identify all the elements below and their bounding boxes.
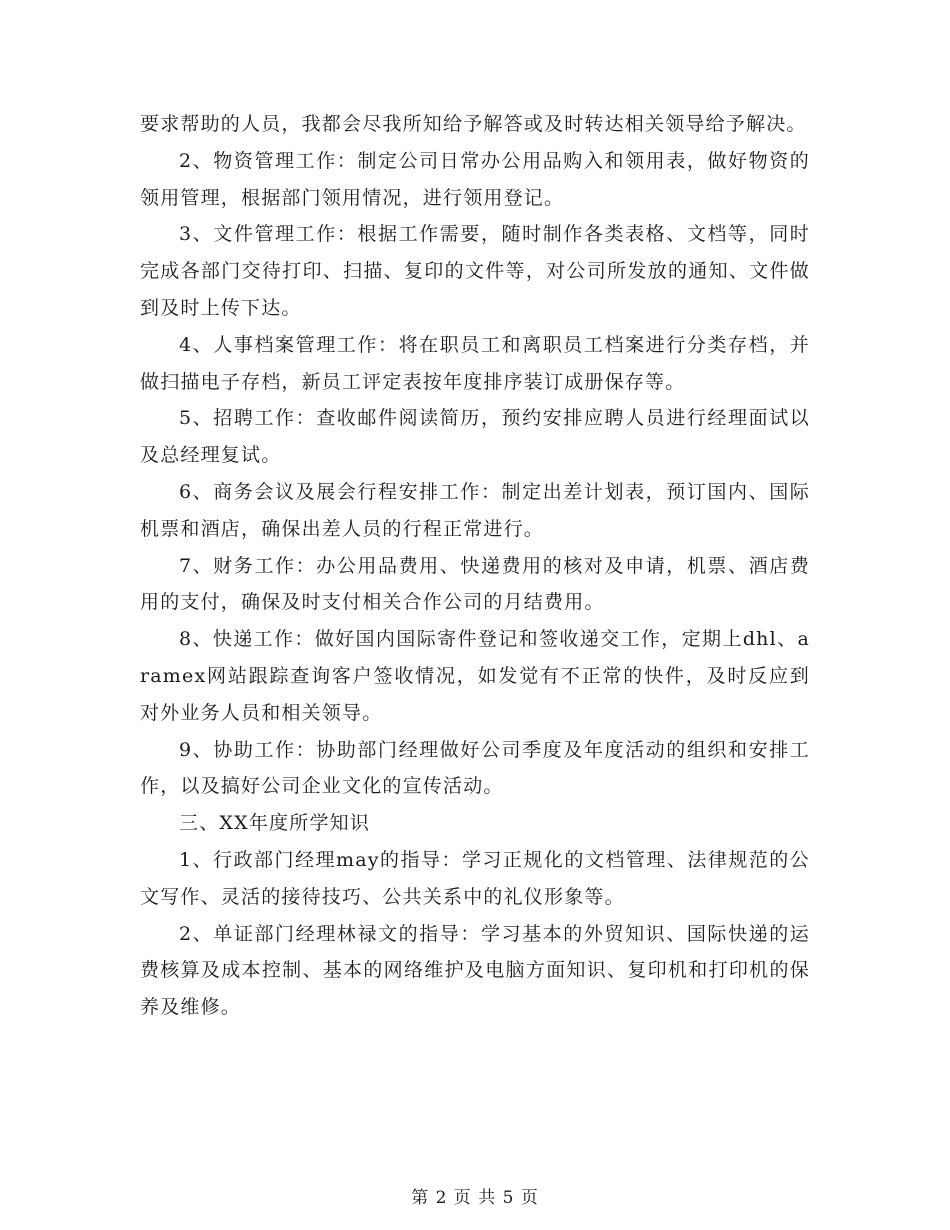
paragraph-item-5-recruiting: 5、招聘工作：查收邮件阅读简历，预约安排应聘人员进行经理面试以及总经理复试。 — [140, 407, 810, 467]
section-heading-knowledge: 三、XX年度所学知识 — [179, 812, 371, 835]
paragraph-item-3-documents: 3、文件管理工作：根据工作需要，随时制作各类表格、文档等，同时完成各部门交待打印、扫描、复印的文件等，对公司所发放的通知、文件做到及时上传下达。 — [140, 223, 810, 319]
paragraph-item-2-materials: 2、物资管理工作：制定公司日常办公用品购入和领用表，做好物资的领用管理，根据部门领用情况，进行领用登记。 — [140, 149, 810, 209]
page-number-footer: 第 2 页 共 5 页 — [411, 1188, 539, 1208]
paragraph-continuation: 要求帮助的人员，我都会尽我所知给予解答或及时转达相关领导给予解决。 — [140, 113, 807, 135]
paragraph-item-6-business-travel: 6、商务会议及展会行程安排工作：制定出差计划表，预订国内、国际机票和酒店，确保出差人员的行程正常进行。 — [140, 480, 810, 540]
paragraph-item-9-assistance: 9、协助工作：协助部门经理做好公司季度及年度活动的组织和安排工作，以及搞好公司企业文化的宣传活动。 — [140, 738, 810, 798]
paragraph-item-4-personnel-files: 4、人事档案管理工作：将在职员工和离职员工档案进行分类存档，并做扫描电子存档，新员工评定表按年度排序装订成册保存等。 — [140, 333, 810, 393]
paragraph-item-7-finance: 7、财务工作：办公用品费用、快递费用的核对及申请，机票、酒店费用的支付，确保及时支付相关合作公司的月结费用。 — [140, 554, 810, 614]
document-body — [140, 106, 810, 1026]
paragraph-knowledge-2: 2、单证部门经理林禄文的指导：学习基本的外贸知识、国际快递的运费核算及成本控制、基本的网络维护及电脑方面知识、复印机和打印机的保养及维修。 — [140, 922, 810, 1019]
paragraph-knowledge-1: 1、行政部门经理may的指导：学习正规化的文档管理、法律规范的公文写作、灵活的接待技巧、公共关系中的礼仪形象等。 — [140, 848, 810, 908]
paragraph-item-8-courier: 8、快递工作：做好国内国际寄件登记和签收递交工作，定期上dhl、aramex网站跟踪查询客户签收情况，如发觉有不正常的快件，及时反应到对外业务人员和相关领导。 — [140, 628, 810, 724]
